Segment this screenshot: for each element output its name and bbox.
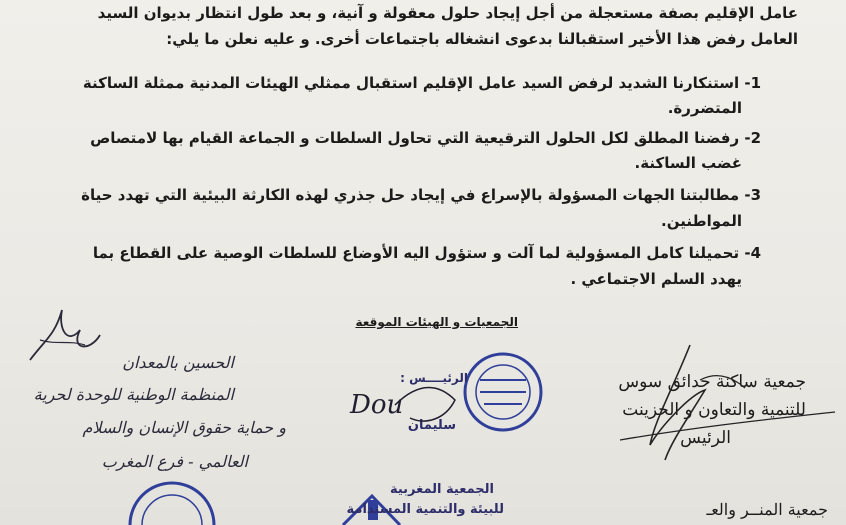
point-3-line-1: 3- مطالبتنا الجهات المسؤولة بالإسراع في إيجاد حل جذري لهذه الكارثة البيئية التي تهدد حياة [81, 186, 761, 204]
point-1-line-1: 1- استنكارنا الشديد لرفض السيد عامل الإقليم استقبال ممثلي الهيئات المدنية ممثلة الساكنة [82, 74, 761, 92]
assoc-center-name: سليمان [407, 418, 456, 433]
intro-line-1: عامل الإقليم بصفة مستعجلة من أجل إيجاد حلول معقولة و آنية، و بعد طول انتظار بديوان السيد [97, 4, 798, 22]
assoc-left-line-3: و حماية حقوق الإنسان والسلام [82, 418, 286, 437]
assoc-center-role: الرئيــــس : [400, 371, 468, 385]
bottom-right-partial: جمعية المنــر والعـ [706, 500, 828, 519]
assoc-right-name-line-2: للتنمية والتعاون و الخزينت [622, 400, 806, 420]
bottom-assoc-moroccan-line-1: الجمعية المغربية [389, 482, 494, 497]
assoc-center-signature-text: Dou [350, 390, 404, 420]
point-2-line-1: 2- رفضنا المطلق لكل الحلول الترقيعية التي تحاول السلطات و الجماعة القيام بها لامتصاص [90, 129, 761, 147]
assoc-left-line-2: المنظمة الوطنية للوحدة لحرية [33, 385, 234, 404]
bottom-assoc-moroccan-line-2: للبيئة والتنمية المستدامة [346, 502, 504, 517]
assoc-left-line-4: العالمي - فرع المغرب [101, 452, 248, 471]
point-4-line-2: يهدد السلم الاجتماعي . [570, 270, 742, 288]
assoc-right-name-line-1: جمعية ساكنة حدائق سوس [618, 372, 806, 392]
intro-line-2: العامل رفض هذا الأخير استقبالنا بدعوى انشغاله باجتماعات أخرى. و عليه نعلن ما يلي: [166, 30, 798, 48]
point-4-line-1: 4- تحميلنا كامل المسؤولية لما آلت و ستؤول اليه الأوضاع للسلطات الوصية على القطاع بما [92, 244, 761, 262]
point-2-line-2: غضب الساكنة. [634, 154, 742, 172]
point-3-line-2: المواطنين. [661, 212, 742, 230]
point-1-line-2: المتضررة. [667, 99, 742, 117]
assoc-left-line-1: الحسين بالمعدان [122, 353, 234, 372]
signatories-heading: الجمعيات و الهيئات الموقعة [355, 315, 518, 329]
assoc-right-role: الرئيس [680, 428, 731, 448]
